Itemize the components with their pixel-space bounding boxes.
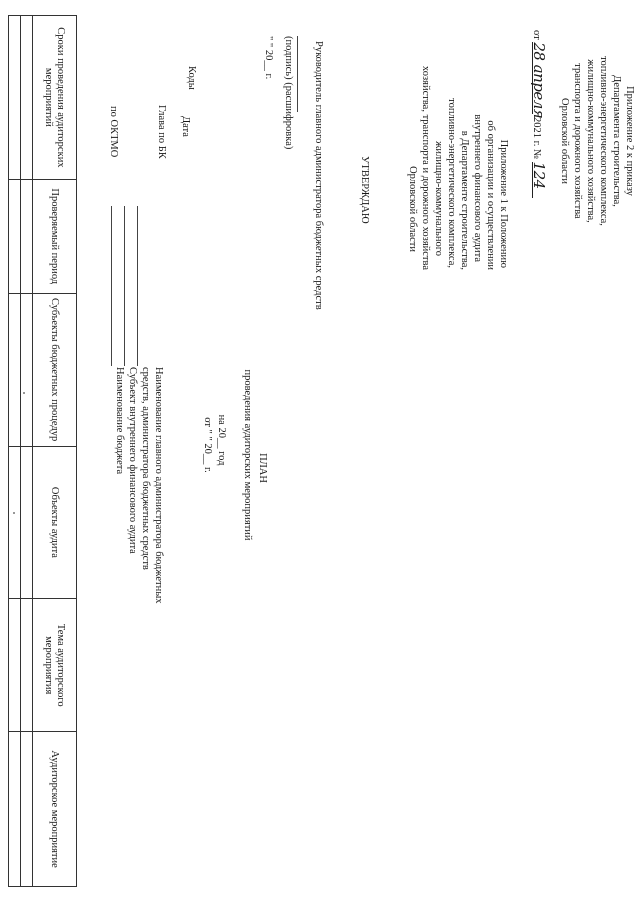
date-prefix: от — [531, 30, 542, 40]
column-header-audit-objects: Субъекты бюджетных процедур — [33, 293, 77, 446]
field-label: средств, администратора бюджетных средств — [140, 367, 151, 570]
codes-oktmo-label: по ОКТМО — [108, 106, 119, 158]
column-header-budget-subjects: Объекты аудита — [33, 446, 77, 599]
column-header-audit-topic: Проверяемый период — [33, 179, 77, 293]
handwritten-order-number: 124 — [532, 162, 545, 198]
column-header-period: Тема аудиторского мероприятия — [33, 599, 77, 732]
table-row — [21, 16, 33, 887]
plan-date-line: от " " 20__ г. — [202, 417, 213, 473]
codes-bk-label: Глава по БК — [156, 105, 167, 159]
table-header-row — [33, 16, 77, 887]
codes-date-label: Дата — [180, 116, 191, 137]
regulation-line: жилищно-коммунального — [433, 141, 444, 256]
regulation-line: хозяйства, транспорта и дорожного хозяйства — [420, 65, 431, 270]
appendix-line: Приложение 2 к приказу — [624, 86, 635, 196]
column-header-audit-event: Сроки проведения аудиторских мероприятий — [33, 16, 77, 180]
signature-line — [297, 36, 298, 112]
fill-in-line — [137, 206, 138, 366]
signature-caption: (подпись) (расшифровка) — [283, 36, 294, 150]
regulation-line: об организации и осуществлении — [485, 120, 496, 270]
appendix-line: топливно-энергетического комплекса, — [598, 56, 609, 226]
order-date-line — [530, 30, 548, 198]
field-label: Наименование главного администратора бюджетных — [153, 367, 164, 604]
regulation-line: Приложение 1 к Положению — [498, 139, 509, 268]
regulation-line: внутреннего финансового аудита — [472, 114, 483, 262]
plan-year-line: на 20__ год — [216, 414, 227, 466]
codes-header: Коды — [186, 66, 197, 90]
approval-date-line: " " 20__ г. — [263, 36, 274, 80]
handwritten-date: 28 апреля — [530, 42, 548, 119]
appendix-line: жилищно-коммунального хозяйства, — [585, 59, 596, 223]
fill-in-line — [111, 206, 112, 366]
approval-position: Руководитель главного администратора бюджетных средств — [313, 41, 324, 310]
field-label: Субъект внутреннего финансового аудита — [127, 367, 138, 554]
table-row — [9, 16, 21, 887]
appendix-line: Орловской области — [559, 98, 570, 184]
field-label: Наименование бюджета — [114, 367, 125, 475]
approval-title: УТВЕРЖДАЮ — [359, 156, 370, 224]
plan-title: ПЛАН — [257, 453, 268, 483]
regulation-line: в Департаменте строительства, — [459, 130, 470, 270]
regulation-line: топливно-энергетического комплекса, — [446, 98, 457, 268]
appendix-line: Департамента строительства, — [611, 75, 622, 207]
order-year-text: 2021 г. № — [531, 116, 542, 159]
regulation-line: Орловской области — [407, 166, 418, 252]
plan-subtitle: проведения аудиторских мероприятий — [242, 369, 253, 541]
audit-plan-table — [8, 15, 77, 887]
fill-in-line — [124, 206, 125, 366]
column-header-deadlines: Аудиторское мероприятие — [33, 732, 77, 887]
appendix-line: транспорта и дорожного хозяйства — [572, 63, 583, 219]
